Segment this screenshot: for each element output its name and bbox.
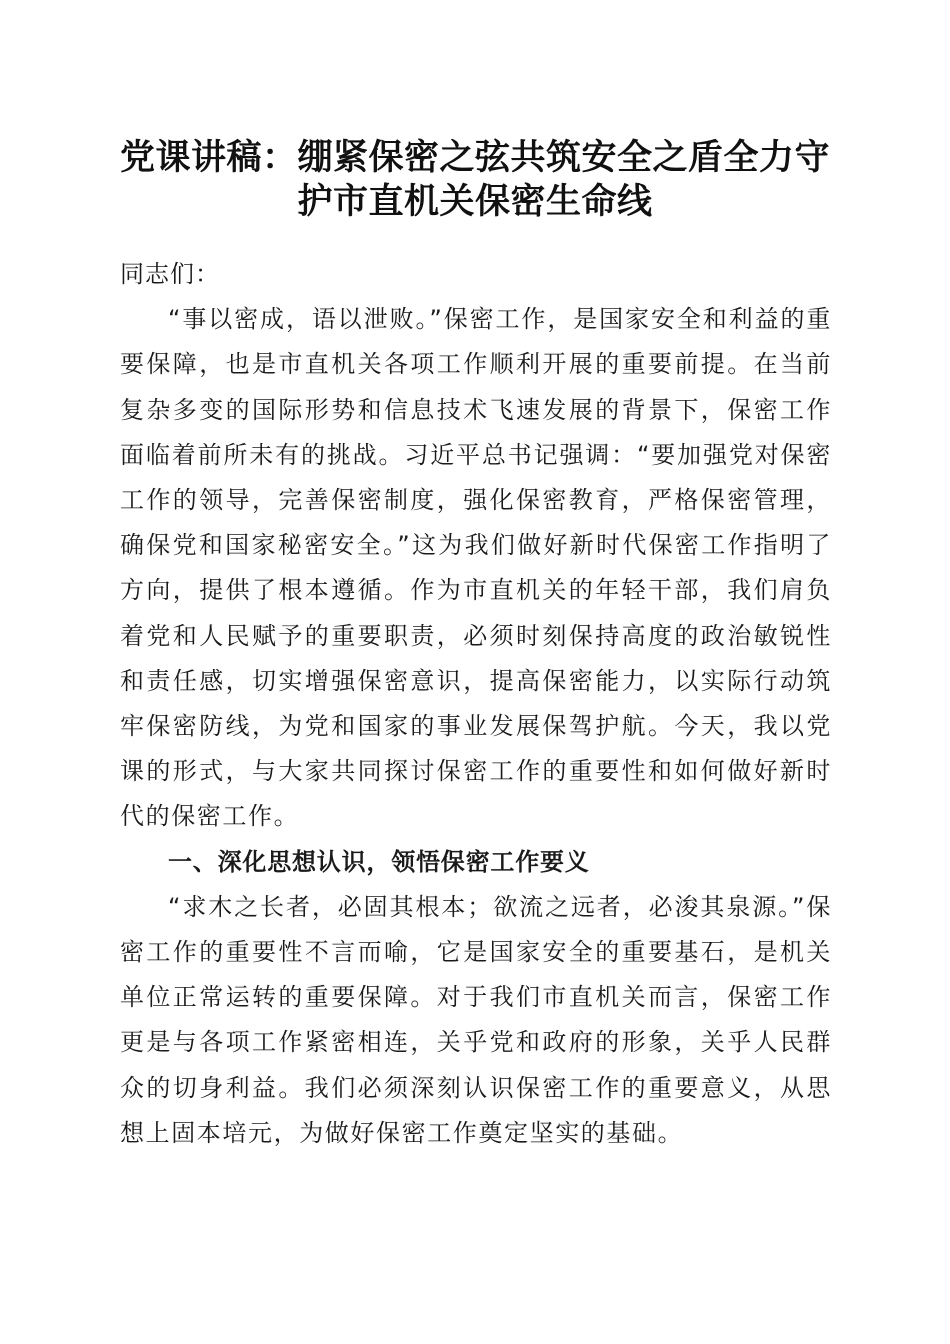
section-1-paragraph: “求木之长者，必固其根本；欲流之远者，必浚其泉源。”保密工作的重要性不言而喻，它是国家安全的重要基石，是机关单位正常运转的重要保障。对于我们市直机关而言，保密工作更是与各项工作紧密相连，关乎党和政府的形象，关乎人民群众的切身利益。我们必须深刻认识保密工作的重要意义，从思想上固本培元，为做好保密工作奠定坚实的基础。 [120, 892, 832, 1147]
greeting: 同志们： [120, 260, 220, 288]
title-line-1: 党课讲稿：绷紧保密之弦共筑安全之盾全力守 [119, 137, 830, 178]
section-heading-1: 一、深化思想认识，领悟保密工作要义 [168, 847, 590, 876]
document-body [120, 252, 832, 1156]
title-line-2: 护市直机关保密生命线 [297, 181, 653, 222]
intro-paragraph: “事以密成，语以泄败。”保密工作，是国家安全和利益的重要保障，也是市直机关各项工作顺利开展的重要前提。在当前复杂多变的国际形势和信息技术飞速发展的背景下，保密工作面临着前所未有的挑战。习近平总书记强调：“要加强党对保密工作的领导，完善保密制度，强化保密教育，严格保密管理，确保党和国家秘密安全。”这为我们做好新时代保密工作指明了方向，提供了根本遵循。作为市直机关的年轻干部，我们肩负着党和人民赋予的重要职责，必须时刻保持高度的政治敏锐性和责任感，切实增强保密意识，提高保密能力，以实际行动筑牢保密防线，为党和国家的事业发展保驾护航。今天，我以党课的形式，与大家共同探讨保密工作的重要性和如何做好新时代的保密工作。 [120, 305, 832, 831]
document-title [100, 136, 850, 224]
